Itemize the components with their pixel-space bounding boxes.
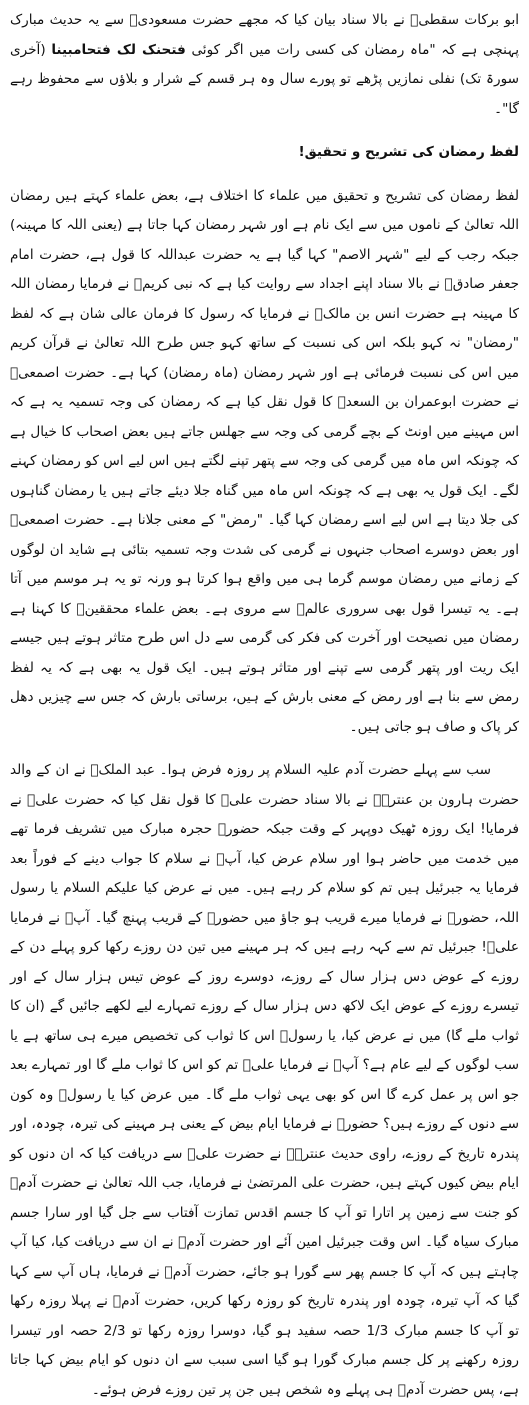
intro-text-before-quote: ابو برکات سقطیؒ نے بالا سناد بیان کیا کہ مجھے حضرت مسعودیؒ سے یہ حدیث مبارک پہنچی ہے کہ "ماہ رمضان کی کسی رات میں اگر کوئی: [10, 12, 519, 58]
spacer: [10, 742, 519, 756]
intro-text-after-quote: (آخری سورۃ تک) نفلی نمازیں پڑھے تو پورے سال وہ ہر قسم کے شرار و بلاؤں سے محفوظ رہے گا"۔: [10, 41, 519, 117]
intro-arabic-quote: فتحنک لک فتحامبینا: [51, 41, 186, 58]
spacer: [10, 168, 519, 182]
intro-paragraph: [10, 6, 519, 124]
section-heading: لفظ رمضان کی تشریح و تحقیق!: [298, 144, 519, 160]
explanation-paragraph: لفظ رمضان کی تشریح و تحقیق میں علماء کا اختلاف ہے، بعض علماء کہتے ہیں رمضان اللہ تعالیٰ کے ناموں میں سے ایک نام ہے اور شہر رمضان کہا جاتا ہے (یعنی اللہ کا مہینہ) جبکہ رجب کے لیے "شہر الاصم" کہا گیا ہے یہ حضرت عبداللہ کا قول ہے، حضرت امام جعفر صادقؒ نے بالا سناد اپنے اجداد سے روایت کیا ہے کہ نبی کریمؐ نے فرمایا رمضان اللہ کا مہینہ ہے حضرت انس بن مالکؓ نے فرمایا کہ رسول کا فرمان عالی شان ہے کہ لفظ "رمضان" نہ کہو بلکہ اس کی نسبت کے ساتھ کہو جس طرح اللہ تعالیٰ نے قرآن کریم میں اس کی نسبت فرمائی ہے اور شہر رمضان (ماہ رمضان) کہا ہے۔ حضرت اصمعیؒ نے حضرت ابوعمران بن السعدؒ کا قول نقل کیا ہے کہ رمضان کی وجہ تسمیہ یہ ہے کہ اس مہینے میں اونٹ کے بچے گرمی کی وجہ سے جھلس جاتے ہیں بعض اصحاب کا خیال ہے کہ چونکہ اس ماہ میں گرمی کی وجہ سے پتھر تپنے لگتے ہیں اس لیے اس کو رمضان کہنے لگے۔ ایک قول یہ بھی ہے کہ چونکہ اس ماہ میں گناہ جلا دیئے جاتے ہیں یا رمضان گناہوں کی جلا دیتا ہے اس لیے اسے رمضان کہا گیا۔ "رمض" کے معنی جلانا ہے۔ حضرت اصمعیؒ اور بعض دوسرے اصحاب جنہوں نے گرمی کی شدت وجہ تسمیہ بتائی ہے شاید ان لوگوں کے زمانے میں رمضان موسم گرما ہی میں واقع ہوا کرتا ہو ورنہ تو یہ ہر موسم میں آتا ہے۔ یہ تیسرا قول بھی سروری عالمؐ سے مروی ہے۔ بعض علماء محققینؒ کا کہنا ہے رمضان میں نصیحت اور آخرت کی فکر کی گرمی سے دل اس طرح متاثر ہوتے ہیں جیسے ایک ریت اور پتھر گرمی سے تپنے اور متاثر ہوتے ہیں۔ ایک قول یہ بھی ہے کہ یہ لفظ رمض سے بنا ہے اور رمض کے معنی بارش کے ہیں، برساتی بارش کہ جس سے چیزیں دھل کر پاک و صاف ہو جاتی ہیں۔: [10, 187, 519, 735]
spacer: [10, 124, 519, 138]
story-paragraph: سب سے پہلے حضرت آدم علیہ السلام پر روزہ فرض ہوا۔ عبد الملکؒ نے ان کے والد حضرت ہارون بن عنترہؒ نے بالا سناد حضرت علیؓ کا قول نقل کیا کہ حضرت علیؓ نے فرمایا! ایک روزہ ٹھیک دوپہر کے وقت جبکہ حضورؐ حجرہ مبارک میں تشریف فرما تھے میں خدمت میں حاضر ہوا اور سلام عرض کیا، آپؐ نے سلام کا جواب دینے کے فوراً بعد فرمایا یہ جبرئیل ہیں تم کو سلام کر رہے ہیں۔ میں نے عرض کیا علیکم السلام یا رسول اللہ، حضورؐ نے فرمایا میرے قریب ہو جاؤ میں حضورؐ کے قریب پہنچ گیا۔ آپؐ نے فرمایا علیؓ! جبرئیل تم سے کہہ رہے ہیں کہ ہر مہینے میں تین دن روزے رکھا کرو پہلے دن کے روزے کے عوض دس ہزار سال کے روزے، دوسرے روز کے عوض تیس ہزار سال کے اور تیسرے روزے کے عوض ایک لاکھ دس ہزار سال کے روزے تمہارے لیے لکھے جائیں گے (ان کا ثواب ملے گا) میں نے عرض کیا، یا رسولؐ اس کا ثواب کی تخصیص میرے ہی ساتھ ہے یا سب لوگوں کے لیے عام ہے؟ آپؐ نے فرمایا علیؓ تم کو اس کا ثواب ملے گا اور تمہارے بعد جو اس پر عمل کرے گا اس کو بھی یہی ثواب ملے گا۔ میں عرض کیا یا رسولؐ وہ کون سے دنوں کے روزے ہیں؟ حضورؐ نے فرمایا ایام بیض کے یعنی ہر مہینے کی تیرہ، چودہ، اور پندرہ تاریخ کے روزے، راوی حدیث عنترہؒ نے حضرت علیؓ سے دریافت کیا کہ ان دنوں کو ایام بیض کیوں کہتے ہیں، حضرت علی المرتضیٰ نے فرمایا، جب اللہ تعالیٰ نے حضرت آدمؑ کو جنت سے زمین پر اتارا تو آپ کا جسم اقدس تمازت آفتاب سے جل گیا اور سارا جسم مبارک سیاہ گیا۔ اس وقت جبرئیل امین آئے اور حضرت آدمؑ نے ان سے دریافت کیا، کیا آپ چاہتے ہیں کہ آپ کا جسم پھر سے گورا ہو جائے، حضرت آدمؑ نے فرمایا، ہاں آپ سے کہا گیا کہ آپ تیرہ، چودہ اور پندرہ تاریخ کو روزہ رکھا کریں، حضرت آدمؑ نے پہلا روزہ رکھا تو آپ کا جسم مبارک 1/3 حصہ سفید ہو گیا، دوسرا روزہ رکھا تو 2/3 حصہ اور تیسرا روزہ رکھنے پر کل جسم مبارک گورا ہو گیا اسی سبب سے ان دنوں کو ایام بیض کہا جاتا ہے، پس حضرت آدمؑ ہی پہلے وہ شخص ہیں جن پر تین روزے فرض ہوئے۔: [10, 762, 519, 1398]
